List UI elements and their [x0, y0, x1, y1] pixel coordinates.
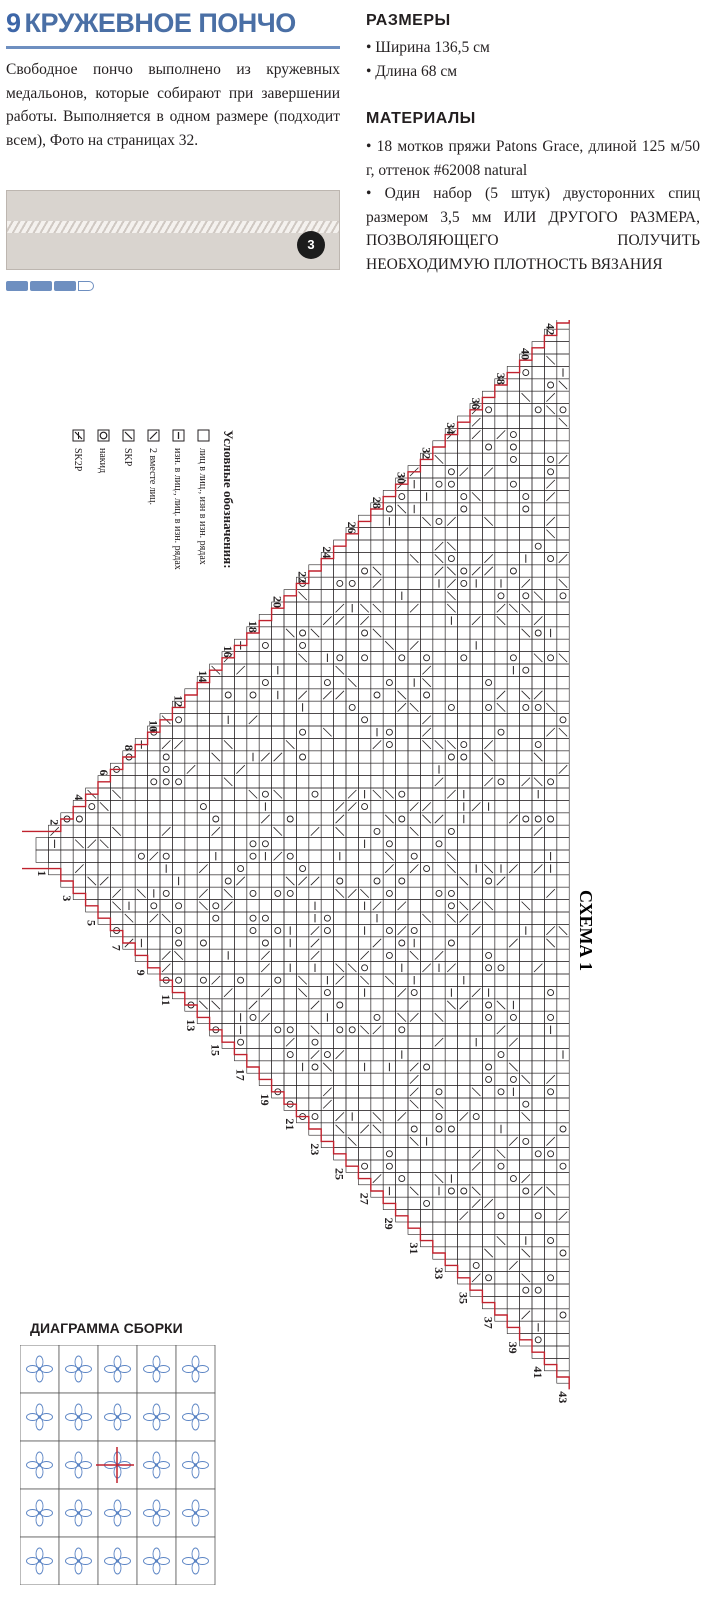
- row-label: 38: [493, 372, 508, 385]
- row-label: 26: [345, 521, 359, 534]
- assembly-medallion: [137, 1441, 176, 1489]
- row-label: 24: [320, 546, 335, 559]
- row-label: 35: [456, 1292, 471, 1304]
- row-label: 43: [555, 1391, 570, 1404]
- row-label: 36: [469, 397, 483, 410]
- materials-item: • Один набор (5 штук) двусторонних спиц размером 3,5 мм ИЛИ ДРУГОГО РАЗМЕРА, ПОЗВОЛЯЮЩЕГО ПОЛУЧИТЬ НЕОБХОДИМУЮ ПЛОТНОСТЬ ВЯЗАНИЯ: [366, 185, 700, 273]
- row-label: 10: [146, 720, 161, 732]
- assembly-medallion: [59, 1345, 98, 1393]
- row-label: 17: [233, 1068, 248, 1081]
- row-label: 2: [47, 819, 62, 826]
- size-item: • Ширина 136,5 см: [366, 39, 490, 56]
- skill-bar-filled: [6, 281, 28, 291]
- assembly-medallion: [137, 1345, 176, 1393]
- row-label: 31: [407, 1242, 421, 1255]
- row-label: 8: [121, 744, 136, 751]
- row-label: 11: [159, 994, 173, 1006]
- row-label: 18: [245, 620, 260, 633]
- chart-row-labels: [35, 323, 570, 1403]
- assembly-medallion: [59, 1393, 98, 1441]
- assembly-medallion: [176, 1345, 215, 1393]
- row-label: 12: [171, 695, 186, 708]
- assembly-diagram: [20, 1345, 216, 1585]
- assembly-medallion: [59, 1441, 98, 1489]
- chart-grid: [22, 320, 569, 1389]
- row-label: 16: [221, 645, 235, 658]
- assembly-medallion: [98, 1393, 137, 1441]
- row-label: 1: [35, 870, 49, 877]
- row-label: 28: [369, 496, 384, 509]
- intro-text: Свободное пончо выполнено из кружевных медальонов, которые собирают при завершении работы. Выполняется в одном размере (подходит всем), Фото на страницах 32.: [6, 61, 340, 149]
- row-label: 29: [382, 1217, 397, 1230]
- assembly-medallion: [176, 1441, 215, 1489]
- row-label: 6: [97, 769, 111, 776]
- assembly-medallion: [176, 1489, 215, 1537]
- row-label: 37: [481, 1316, 496, 1329]
- assembly-medallion: [20, 1345, 59, 1393]
- row-label: 40: [518, 348, 533, 360]
- skill-level-indicator: [6, 281, 94, 291]
- row-label: 15: [208, 1044, 223, 1056]
- svg-text:изн. в лиц., лиц. в изн. рядах: изн. в лиц., лиц. в изн. рядах: [172, 448, 183, 570]
- materials-heading: МАТЕРИАЛЫ: [366, 110, 476, 127]
- legend-heading: Условные обозначения:: [221, 430, 236, 569]
- assembly-medallion: [98, 1489, 137, 1537]
- row-label: 23: [307, 1143, 322, 1156]
- assembly-medallion: [176, 1537, 215, 1585]
- row-label: 33: [431, 1267, 446, 1280]
- row-label: 3: [59, 895, 74, 902]
- svg-text:накид: накид: [97, 448, 108, 474]
- size-item: • Длина 68 см: [366, 63, 458, 80]
- row-label: 41: [531, 1366, 545, 1379]
- svg-text:лиц в лиц., изн в изн. рядах: лиц в лиц., изн в изн. рядах: [197, 448, 208, 565]
- row-label: 22: [295, 571, 310, 584]
- assembly-medallion: [59, 1537, 98, 1585]
- row-label: 42: [543, 323, 558, 336]
- skill-bar-empty: [78, 281, 94, 291]
- chart-title: СХЕМА 1: [576, 890, 596, 972]
- yarn-weight-icon: 3: [297, 231, 325, 259]
- row-label: 21: [283, 1118, 297, 1131]
- assembly-medallion: [59, 1489, 98, 1537]
- row-label: 20: [270, 596, 285, 608]
- page-title: [6, 8, 296, 39]
- row-label: 13: [183, 1019, 198, 1032]
- pattern-title: КРУЖЕВНОЕ ПОНЧО: [24, 8, 296, 38]
- skill-bar-filled: [30, 281, 52, 291]
- row-label: 34: [444, 422, 459, 435]
- row-label: 14: [196, 670, 211, 683]
- row-label: 9: [134, 969, 149, 976]
- assembly-medallion: [20, 1489, 59, 1537]
- assembly-medallion: [98, 1537, 137, 1585]
- assembly-title: ДИАГРАММА СБОРКИ: [30, 1320, 183, 1336]
- row-label: 39: [506, 1341, 521, 1354]
- assembly-medallion: [137, 1537, 176, 1585]
- svg-text:2 вместе лиц.: 2 вместе лиц.: [147, 448, 158, 506]
- assembly-medallion: [20, 1393, 59, 1441]
- row-label: 7: [109, 944, 124, 951]
- row-label: 5: [84, 920, 99, 926]
- pattern-number: 9: [6, 8, 21, 38]
- row-label: 25: [332, 1168, 347, 1180]
- assembly-medallion: [176, 1393, 215, 1441]
- assembly-medallion: [20, 1441, 59, 1489]
- row-label: 32: [419, 447, 434, 460]
- row-label: 27: [357, 1192, 372, 1205]
- assembly-medallion: [20, 1537, 59, 1585]
- row-label: 19: [258, 1093, 273, 1106]
- row-label: 30: [394, 472, 409, 484]
- sizes-heading: РАЗМЕРЫ: [366, 12, 451, 29]
- title-rule: [6, 46, 340, 49]
- skill-bar-filled: [54, 281, 76, 291]
- row-label: 4: [72, 794, 87, 801]
- assembly-medallion: [137, 1393, 176, 1441]
- yarn-swatch-image: [6, 190, 340, 270]
- assembly-medallion: [137, 1489, 176, 1537]
- yarn-strand: [7, 221, 339, 233]
- svg-text:SK2P: SK2P: [72, 448, 83, 472]
- materials-item: • 18 мотков пряжи Patons Grace, длиной 125 м/50 г, оттенок #62008 natural: [366, 138, 700, 179]
- svg-text:SKP: SKP: [122, 448, 133, 467]
- assembly-medallion: [98, 1345, 137, 1393]
